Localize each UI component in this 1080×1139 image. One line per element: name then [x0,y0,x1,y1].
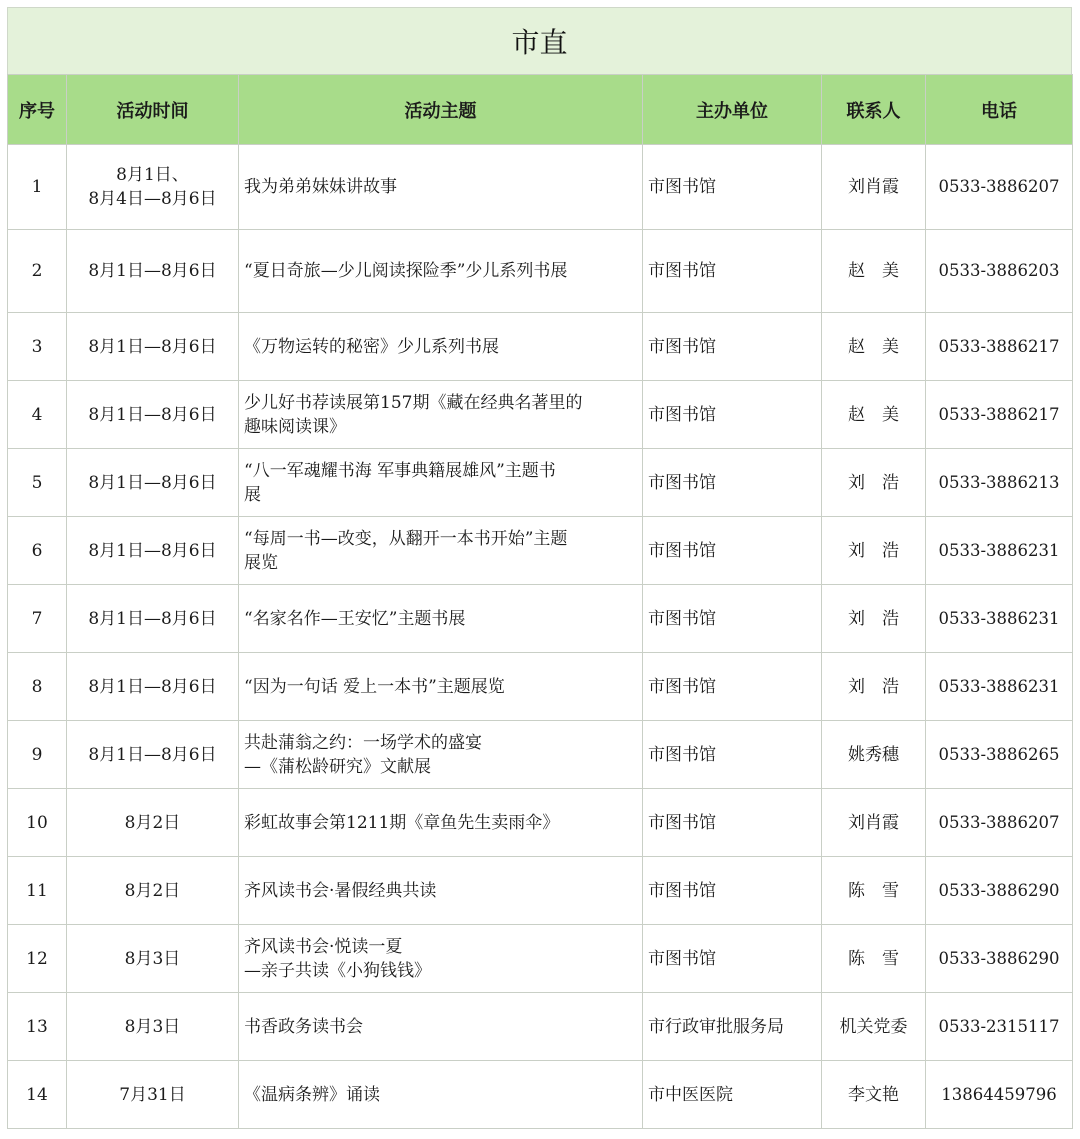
cell-date [67,230,239,313]
topic-line: “八一军魂耀书海 军事典籍展雄风”主题书 [244,460,556,481]
topic-line: “因为一句话 爱上一本书”主题展览 [244,676,505,697]
cell-date [67,449,239,517]
cell-no: 7 [8,585,67,653]
cell-date [67,857,239,925]
cell-no: 12 [8,925,67,993]
cell-topic [239,653,643,721]
cell-contact: 刘肖霞 [822,145,926,230]
cell-no: 14 [8,1061,67,1129]
date-line: 8月1日—8月6日 [88,676,217,697]
cell-no: 4 [8,381,67,449]
cell-organizer: 市图书馆 [643,381,822,449]
topic-line: 齐风读书会·悦读一夏 [244,936,403,957]
cell-no: 3 [8,313,67,381]
cell-phone: 0533-3886265 [926,721,1073,789]
date-line: 8月1日—8月6日 [88,744,217,765]
activity-table [7,74,1073,1129]
cell-organizer: 市图书馆 [643,313,822,381]
topic-line: 《温病条辨》诵读 [244,1084,380,1105]
cell-no: 6 [8,517,67,585]
topic-line: —《蒲松龄研究》文献展 [244,756,431,777]
cell-date [67,585,239,653]
cell-topic [239,857,643,925]
topic-line: “名家名作—王安忆”主题书展 [244,608,466,629]
cell-date [67,1061,239,1129]
date-line: 8月3日 [124,1016,181,1037]
cell-no: 11 [8,857,67,925]
cell-contact: 刘 浩 [822,585,926,653]
date-line: 8月1日、 [116,165,189,185]
table-row [8,653,1073,721]
cell-phone: 0533-3886217 [926,313,1073,381]
cell-topic [239,517,643,585]
cell-contact: 刘 浩 [822,653,926,721]
table-row [8,449,1073,517]
date-line: 8月1日—8月6日 [88,540,217,561]
cell-phone: 0533-3886213 [926,449,1073,517]
cell-contact: 赵 美 [822,230,926,313]
cell-contact: 姚秀穗 [822,721,926,789]
cell-phone: 0533-3886217 [926,381,1073,449]
topic-line: 少儿好书荐读展第157期《藏在经典名著里的 [244,392,583,413]
header-date: 活动时间 [67,75,239,145]
cell-date [67,381,239,449]
header-contact: 联系人 [822,75,926,145]
table-row [8,993,1073,1061]
cell-date [67,653,239,721]
topic-line: 共赴蒲翁之约：一场学术的盛宴 [244,732,482,753]
topic-line: 展览 [244,552,278,573]
cell-contact: 刘 浩 [822,449,926,517]
cell-no: 10 [8,789,67,857]
cell-contact: 李文艳 [822,1061,926,1129]
table-row [8,857,1073,925]
cell-date [67,721,239,789]
cell-date [67,517,239,585]
cell-topic [239,1061,643,1129]
cell-contact: 赵 美 [822,313,926,381]
cell-organizer: 市图书馆 [643,230,822,313]
cell-phone: 0533-2315117 [926,993,1073,1061]
topic-line: 《万物运转的秘密》少儿系列书展 [244,336,499,357]
cell-organizer: 市图书馆 [643,789,822,857]
cell-organizer: 市图书馆 [643,653,822,721]
cell-phone: 0533-3886203 [926,230,1073,313]
header-phone: 电话 [926,75,1073,145]
cell-contact: 刘肖霞 [822,789,926,857]
cell-contact: 陈 雪 [822,925,926,993]
cell-phone: 13864459796 [926,1061,1073,1129]
cell-no: 8 [8,653,67,721]
date-line: 8月3日 [124,948,181,969]
date-line: 8月1日—8月6日 [88,261,217,281]
table-body [8,145,1073,1129]
cell-topic [239,145,643,230]
activity-table-sheet [7,7,1072,1129]
topic-line: 趣味阅读课》 [244,416,346,437]
date-line: 8月1日—8月6日 [88,608,217,629]
table-row [8,789,1073,857]
cell-topic [239,721,643,789]
cell-no: 5 [8,449,67,517]
cell-phone: 0533-3886207 [926,789,1073,857]
cell-no: 9 [8,721,67,789]
date-line: 8月4日—8月6日 [88,189,217,209]
cell-organizer: 市行政审批服务局 [643,993,822,1061]
cell-topic [239,585,643,653]
date-line: 7月31日 [119,1084,186,1105]
table-row [8,230,1073,313]
cell-organizer: 市图书馆 [643,857,822,925]
table-row [8,517,1073,585]
date-line: 8月2日 [124,880,181,901]
cell-topic [239,381,643,449]
cell-contact: 陈 雪 [822,857,926,925]
topic-line: “每周一书—改变，从翻开一本书开始”主题 [244,528,568,549]
cell-organizer: 市图书馆 [643,721,822,789]
cell-phone: 0533-3886231 [926,653,1073,721]
header-no: 序号 [8,75,67,145]
cell-topic [239,313,643,381]
cell-phone: 0533-3886290 [926,857,1073,925]
table-row [8,381,1073,449]
cell-organizer: 市图书馆 [643,145,822,230]
cell-no: 1 [8,145,67,230]
topic-line: 齐风读书会·暑假经典共读 [244,880,437,901]
topic-line: 彩虹故事会第1211期《章鱼先生卖雨伞》 [244,812,560,833]
table-row [8,145,1073,230]
cell-phone: 0533-3886231 [926,585,1073,653]
date-line: 8月2日 [124,812,181,833]
cell-topic [239,789,643,857]
topic-line: 书香政务读书会 [244,1016,363,1037]
cell-phone: 0533-3886207 [926,145,1073,230]
header-topic: 活动主题 [239,75,643,145]
table-row [8,585,1073,653]
date-line: 8月1日—8月6日 [88,404,217,425]
cell-no: 13 [8,993,67,1061]
cell-topic [239,925,643,993]
cell-phone: 0533-3886290 [926,925,1073,993]
cell-organizer: 市图书馆 [643,585,822,653]
table-title: 市直 [7,7,1072,74]
topic-line: “夏日奇旅—少儿阅读探险季”少儿系列书展 [244,261,568,281]
topic-line: —亲子共读《小狗钱钱》 [244,960,431,981]
cell-contact: 机关党委 [822,993,926,1061]
topic-line: 我为弟弟妹妹讲故事 [244,177,397,197]
cell-topic [239,449,643,517]
cell-date [67,145,239,230]
cell-organizer: 市中医医院 [643,1061,822,1129]
cell-phone: 0533-3886231 [926,517,1073,585]
date-line: 8月1日—8月6日 [88,336,217,357]
header-organizer: 主办单位 [643,75,822,145]
table-row [8,925,1073,993]
cell-organizer: 市图书馆 [643,517,822,585]
date-line: 8月1日—8月6日 [88,472,217,493]
cell-date [67,789,239,857]
cell-topic [239,993,643,1061]
cell-contact: 刘 浩 [822,517,926,585]
cell-organizer: 市图书馆 [643,925,822,993]
cell-date [67,313,239,381]
cell-no: 2 [8,230,67,313]
cell-organizer: 市图书馆 [643,449,822,517]
cell-topic [239,230,643,313]
cell-date [67,925,239,993]
header-row [8,75,1073,145]
topic-line: 展 [244,484,261,505]
table-row [8,721,1073,789]
cell-contact: 赵 美 [822,381,926,449]
table-row [8,313,1073,381]
table-row [8,1061,1073,1129]
cell-date [67,993,239,1061]
